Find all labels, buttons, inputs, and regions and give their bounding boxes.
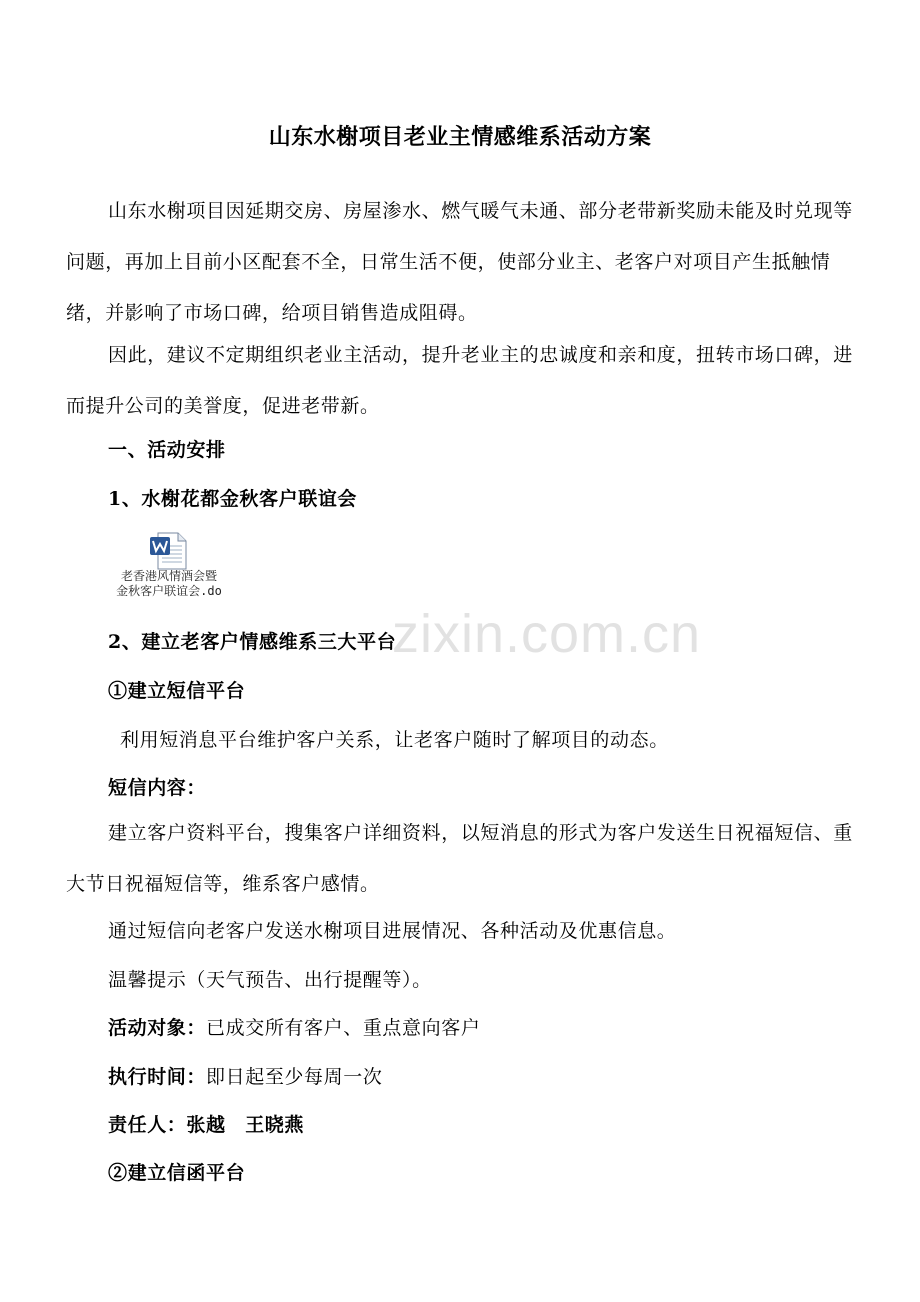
suggestion-paragraph: 因此，建议不定期组织老业主活动，提升老业主的忠诚度和亲和度，扭转市场口碑，进而提升公司的美誉度，促进老带新。 [66,344,853,417]
attachment-caption-line-1: 老香港风情酒会暨 [120,569,217,583]
document-title: 山东水榭项目老业主情感维系活动方案 [268,124,652,150]
site-watermark: zixin.com.cn [392,604,702,664]
sms-owner-value: 张越 王晓燕 [186,1114,305,1136]
sms-owner-label: 责任人： [108,1114,187,1136]
sms-platform-heading: ①建立短信平台 [108,680,246,702]
item-heading-three-platforms: 2、建立老客户情感维系三大平台 [108,631,397,653]
sms-time-row [108,1062,382,1092]
sms-content-line-progress: 通过短信向老客户发送水榭项目进展情况、各种活动及优惠信息。 [108,920,677,942]
attachment-caption-line-2: 金秋客户联谊会.do [116,584,222,598]
intro-paragraph: 山东水榭项目因延期交房、房屋渗水、燃气暖气未通、部分老带新奖励未能及时兑现等问题，再加上目前小区配套不全，日常生活不便，使部分业主、老客户对项目产生抵触情绪，并影响了市场口碑，给项目销售造成阻碍。 [66,200,853,324]
sms-platform-intro: 利用短消息平台维护客户关系，让老客户随时了解项目的动态。 [120,729,669,751]
sms-owner-row [108,1110,304,1140]
sms-target-value: 已成交所有客户、重点意向客户 [206,1017,481,1039]
attachment-caption [104,569,234,599]
sms-content-line-tips: 温馨提示（天气预告、出行提醒等）。 [108,969,432,991]
sms-target-row [108,1013,480,1043]
section-heading-activities: 一、活动安排 [108,439,226,461]
sms-time-label: 执行时间： [108,1066,207,1088]
sms-target-label: 活动对象： [108,1017,207,1039]
sms-time-value: 即日起至少每周一次 [206,1066,383,1088]
sms-content-label: 短信内容： [108,777,207,799]
embedded-file-attachment[interactable] [104,532,234,602]
sms-content-paragraph: 建立客户资料平台，搜集客户详细资料，以短消息的形式为客户发送生日祝福短信、重大节日祝福短信等，维系客户感情。 [66,822,853,895]
item-heading-autumn-party: 1、水榭花都金秋客户联谊会 [108,488,358,510]
letter-platform-heading: ②建立信函平台 [108,1162,246,1184]
word-document-icon [148,532,188,570]
